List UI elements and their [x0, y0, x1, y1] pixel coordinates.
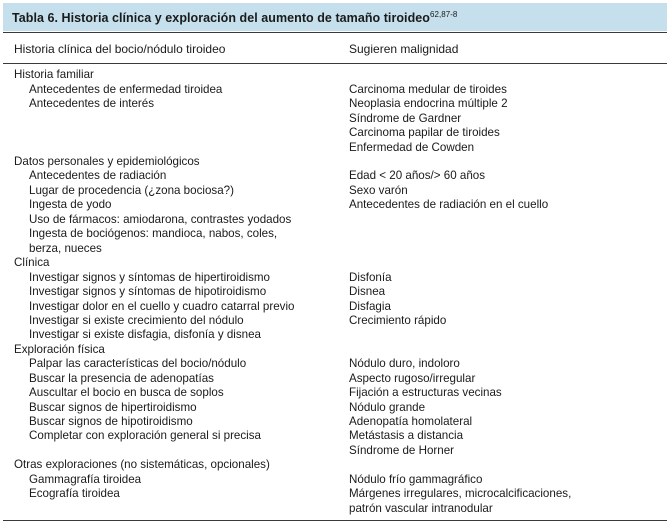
malignancy-item: Crecimiento rápido — [349, 314, 447, 327]
malignancy-item: Disnea — [349, 285, 386, 298]
list-item: Buscar la presencia de adenopatías — [29, 372, 214, 385]
list-item: Palpar las características del bocio/nódulo — [29, 357, 247, 370]
list-item: Buscar signos de hipertiroidismo — [29, 401, 197, 414]
malignancy-item: Carcinoma medular de tiroides — [349, 83, 507, 96]
malignancy-item: Márgenes irregulares, microcalcificaciones, — [349, 487, 572, 500]
list-item: Investigar si existe crecimiento del nódulo — [29, 314, 244, 327]
malignancy-item: Fijación a estructuras vecinas — [349, 386, 502, 399]
malignancy-item: Nódulo grande — [349, 401, 426, 414]
list-item: Investigar signos y síntomas de hipotiroidismo — [29, 285, 267, 298]
list-item: berza, nueces — [29, 242, 102, 255]
malignancy-item: Disfagia — [349, 300, 391, 313]
list-item: Investigar si existe disfagia, disfonía y disnea — [29, 328, 261, 341]
list-item: Lugar de procedencia (¿zona bociosa?) — [29, 184, 234, 197]
list-item: Investigar signos y síntomas de hipertiroidismo — [29, 271, 271, 284]
section-heading: Otras exploraciones (no sistemáticas, opcionales) — [14, 458, 270, 471]
malignancy-item: Nódulo frío gammagráfico — [349, 473, 483, 486]
header-rule — [3, 63, 667, 64]
table-title: Tabla 6. Historia clínica y exploración del aumento de tamaño tiroideo$^{62,87-8}$ — [12, 10, 458, 25]
malignancy-item: Carcinoma papilar de tiroides — [349, 126, 500, 139]
top-rule — [3, 32, 667, 33]
list-item: Ecografía tiroidea — [29, 487, 120, 500]
list-item: Ingesta de yodo — [29, 198, 112, 211]
table-title-bar — [3, 3, 667, 31]
malignancy-item: Síndrome de Horner — [349, 444, 455, 457]
section-heading: Datos personales y epidemiológicos — [14, 155, 200, 168]
malignancy-item: Adenopatía homolateral — [349, 415, 473, 428]
list-item: Antecedentes de interés — [29, 97, 155, 110]
list-item: Antecedentes de radiación — [29, 169, 167, 182]
list-item: Ingesta de bociógenos: mandioca, nabos, coles, — [29, 227, 278, 240]
list-item: Buscar signos de hipotiroidismo — [29, 415, 193, 428]
malignancy-item: Disfonía — [349, 271, 392, 284]
malignancy-item: Aspecto rugoso/irregular — [349, 372, 476, 385]
malignancy-item: Neoplasia endocrina múltiple 2 — [349, 97, 508, 110]
list-item: Gammagrafía tiroidea — [29, 473, 142, 486]
list-item: Investigar dolor en el cuello y cuadro catarral previo — [29, 300, 295, 313]
malignancy-item: Enfermedad de Cowden — [349, 141, 475, 154]
bottom-rule — [3, 520, 667, 521]
column-header-right: Sugieren malignidad — [349, 42, 459, 56]
section-heading: Clínica — [14, 256, 50, 269]
section-heading: Exploración física — [14, 343, 105, 356]
malignancy-item: patrón vascular intranodular — [349, 502, 493, 515]
malignancy-item: Edad < 20 años/> 60 años — [349, 169, 486, 182]
malignancy-item: Nódulo duro, indoloro — [349, 357, 460, 370]
title-references: 62,87-8 — [429, 10, 458, 19]
malignancy-item: Síndrome de Gardner — [349, 112, 462, 125]
list-item: Completar con exploración general si precisa — [29, 429, 261, 442]
list-item: Uso de fármacos: amiodarona, contrastes yodados — [29, 213, 292, 226]
list-item: Antecedentes de enfermedad tiroidea — [29, 83, 223, 96]
malignancy-item: Sexo varón — [349, 184, 408, 197]
malignancy-item: Metástasis a distancia — [349, 429, 464, 442]
column-header-left: Historia clínica del bocio/nódulo tiroideo — [14, 42, 226, 56]
list-item: Auscultar el bocio en busca de soplos — [29, 386, 224, 399]
section-heading: Historia familiar — [14, 68, 94, 81]
malignancy-item: Antecedentes de radiación en el cuello — [349, 198, 549, 211]
